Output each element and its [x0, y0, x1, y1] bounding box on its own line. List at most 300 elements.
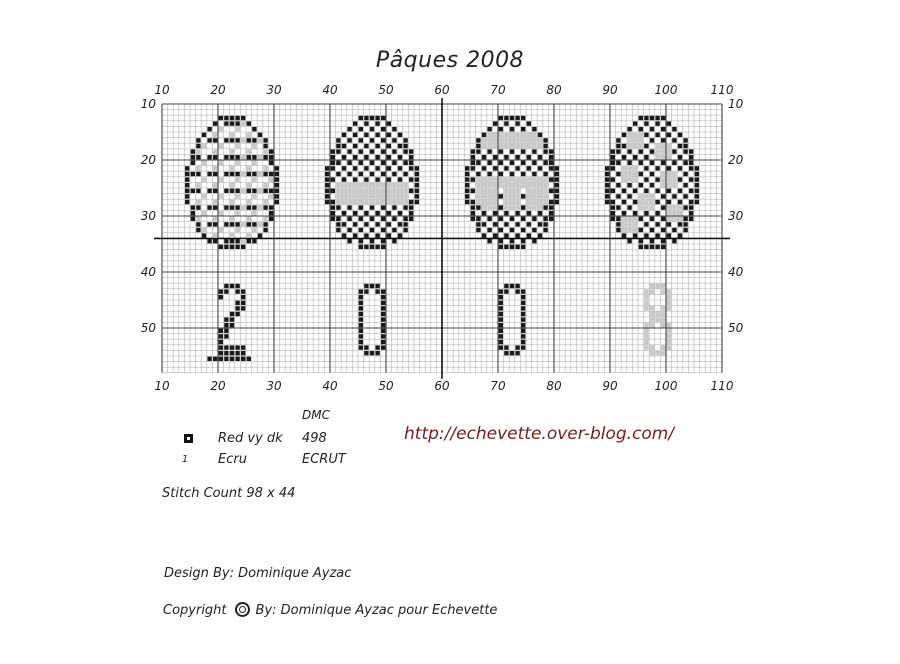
egg-outline-stitch: [611, 161, 615, 165]
stitch-ecru: [667, 205, 672, 210]
stitch-dark: [672, 138, 676, 142]
egg-outline-stitch: [471, 149, 475, 153]
stitch-dark: [353, 144, 357, 148]
egg-outline-stitch: [191, 211, 195, 215]
stitch-dark: [515, 121, 519, 125]
stitch-dark: [527, 222, 531, 226]
stitch-dark: [661, 138, 665, 142]
stitch-ecru: [622, 217, 627, 222]
digit-stitch: [241, 306, 245, 310]
stitch-ecru: [504, 183, 509, 188]
stitch-dark: [515, 233, 519, 237]
stitch-dark: [504, 211, 508, 215]
egg-outline-stitch: [219, 116, 223, 120]
digit-stitch: [241, 295, 245, 299]
egg-outline-stitch: [191, 205, 195, 209]
egg-outline-stitch: [247, 121, 251, 125]
stitch-ecru: [347, 194, 352, 199]
egg-outline-stitch: [185, 200, 189, 204]
egg-outline-stitch: [415, 189, 419, 193]
stitch-ecru: [644, 200, 649, 205]
lattice-dot-stitch: [252, 205, 256, 209]
stitch-dark: [342, 144, 346, 148]
x-tick-label-top: 110: [710, 83, 734, 97]
egg-outline-stitch: [224, 245, 228, 249]
stitch-ecru: [627, 228, 632, 233]
egg-outline-stitch: [549, 155, 553, 159]
stitch-dark: [644, 121, 648, 125]
stitch-ecru: [515, 189, 520, 194]
stitch-ecru: [493, 189, 498, 194]
stitch-dark: [650, 161, 654, 165]
egg-outline-stitch: [269, 211, 273, 215]
stitch-ecru: [650, 306, 655, 311]
stitch-dark: [392, 228, 396, 232]
stitch-dark: [633, 233, 637, 237]
stitch-dark: [409, 177, 413, 181]
digit-stitch: [364, 345, 368, 349]
stitch-dark: [364, 121, 368, 125]
lattice-dot-stitch: [235, 205, 239, 209]
stitch-ecru: [667, 334, 672, 339]
stitch-ecru: [381, 194, 386, 199]
stitch-dark: [359, 205, 363, 209]
stitch-dark: [521, 228, 525, 232]
stitch-ecru: [235, 177, 240, 182]
stitch-ecru: [633, 172, 638, 177]
lattice-dot-stitch: [224, 138, 228, 142]
stitch-dark: [655, 211, 659, 215]
stitch-dark: [655, 189, 659, 193]
stitch-dark: [627, 194, 631, 198]
stitch-ecru: [213, 133, 218, 138]
stitch-ecru: [672, 211, 677, 216]
egg-outline-stitch: [331, 205, 335, 209]
stitch-dark: [392, 149, 396, 153]
egg-outline-stitch: [639, 116, 643, 120]
egg-outline-stitch: [532, 127, 536, 131]
stitch-dark: [543, 172, 547, 176]
egg-outline-stitch: [252, 127, 256, 131]
digit-stitch: [224, 334, 228, 338]
stitch-ecru: [527, 133, 532, 138]
stitch-ecru: [235, 228, 240, 233]
blog-url-link[interactable]: http://echevette.over-blog.com/: [404, 424, 675, 444]
stitch-ecru: [661, 351, 666, 356]
stitch-ecru: [521, 138, 526, 143]
stitch-dark: [667, 189, 671, 193]
stitch-dark: [336, 205, 340, 209]
stitch-dark: [331, 200, 335, 204]
stitch-dark: [353, 155, 357, 159]
stitch-ecru: [359, 194, 364, 199]
egg-outline-stitch: [336, 222, 340, 226]
lattice-dot-stitch: [213, 239, 217, 243]
stitch-dark: [381, 217, 385, 221]
stitch-ecru: [510, 177, 515, 182]
stitch-dark: [639, 183, 643, 187]
x-tick-label-bottom: 80: [546, 378, 562, 393]
stitch-ecru: [510, 138, 515, 143]
stitch-dark: [375, 155, 379, 159]
stitch-dark: [342, 155, 346, 159]
egg-outline-stitch: [235, 245, 239, 249]
stitch-dark: [521, 217, 525, 221]
stitch-dark: [347, 161, 351, 165]
egg-outline-stitch: [683, 228, 687, 232]
digit-stitch: [235, 351, 239, 355]
legend-thread-code: 498: [302, 431, 327, 446]
lattice-dot-stitch: [191, 172, 195, 176]
stitch-ecru: [515, 133, 520, 138]
stitch-ecru: [667, 172, 672, 177]
digit-stitch: [359, 312, 363, 316]
stitch-ecru: [667, 183, 672, 188]
digit-stitch: [359, 334, 363, 338]
stitch-ecru: [247, 183, 252, 188]
digit-stitch: [499, 323, 503, 327]
egg-outline-stitch: [515, 116, 519, 120]
stitch-ecru: [252, 194, 257, 199]
stitch-ecru: [482, 194, 487, 199]
stitch-dark: [342, 166, 346, 170]
stitch-dark: [493, 155, 497, 159]
digit-stitch: [504, 289, 508, 293]
egg-outline-stitch: [510, 245, 514, 249]
stitch-ecru: [487, 144, 492, 149]
stitch-ecru: [235, 144, 240, 149]
stitch-ecru: [219, 161, 224, 166]
stitch-ecru: [644, 306, 649, 311]
egg-outline-stitch: [275, 194, 279, 198]
lattice-dot-stitch: [235, 172, 239, 176]
egg-outline-stitch: [258, 233, 262, 237]
egg-outline-stitch: [364, 116, 368, 120]
stitch-ecru: [515, 144, 520, 149]
stitch-dark: [392, 205, 396, 209]
digit-stitch: [510, 284, 514, 288]
egg-outline-stitch: [549, 205, 553, 209]
stitch-dark: [353, 222, 357, 226]
stitch-ecru: [633, 222, 638, 227]
stitch-ecru: [258, 205, 263, 210]
stitch-dark: [353, 211, 357, 215]
stitch-ecru: [241, 121, 246, 126]
stitch-ecru: [487, 194, 492, 199]
egg-outline-stitch: [616, 144, 620, 148]
stitch-dark: [549, 177, 553, 181]
stitch-ecru: [661, 289, 666, 294]
egg-outline-stitch: [342, 233, 346, 237]
lattice-dot-stitch: [207, 138, 211, 142]
egg-outline-stitch: [695, 189, 699, 193]
stitch-ecru: [336, 189, 341, 194]
digit-stitch: [381, 312, 385, 316]
digit-stitch: [219, 340, 223, 344]
stitch-ecru: [639, 138, 644, 143]
lattice-dot-stitch: [213, 155, 217, 159]
stitch-ecru: [258, 138, 263, 143]
egg-outline-stitch: [515, 245, 519, 249]
stitch-ecru: [252, 144, 257, 149]
stitch-dark: [364, 211, 368, 215]
stitch-ecru: [627, 133, 632, 138]
egg-outline-stitch: [202, 133, 206, 137]
stitch-dark: [661, 239, 665, 243]
x-tick-label-bottom: 110: [710, 378, 734, 393]
digit-stitch: [230, 345, 234, 349]
lattice-dot-stitch: [247, 189, 251, 193]
stitch-ecru: [476, 194, 481, 199]
digit-stitch: [359, 340, 363, 344]
egg-outline-stitch: [230, 245, 234, 249]
stitch-ecru: [527, 194, 532, 199]
stitch-ecru: [667, 149, 672, 154]
stitch-ecru: [219, 144, 224, 149]
stitch-dark: [331, 166, 335, 170]
egg-outline-stitch: [465, 183, 469, 187]
stitch-dark: [683, 149, 687, 153]
stitch-ecru: [532, 138, 537, 143]
stitch-ecru: [667, 211, 672, 216]
egg-outline-stitch: [493, 121, 497, 125]
pattern-title: Pâques 2008: [375, 48, 525, 73]
stitch-ecru: [667, 217, 672, 222]
stitch-dark: [639, 172, 643, 176]
stitch-dark: [622, 155, 626, 159]
digit-stitch: [359, 329, 363, 333]
stitch-dark: [655, 200, 659, 204]
egg-outline-stitch: [191, 149, 195, 153]
stitch-ecru: [667, 295, 672, 300]
stitch-dark: [392, 161, 396, 165]
digit-stitch: [224, 284, 228, 288]
stitch-dark: [381, 127, 385, 131]
digit-stitch: [219, 289, 223, 293]
egg-outline-stitch: [555, 189, 559, 193]
lattice-dot-stitch: [252, 222, 256, 226]
stitch-ecru: [667, 144, 672, 149]
digit-stitch: [235, 312, 239, 316]
stitch-ecru: [667, 345, 672, 350]
egg-outline-stitch: [347, 127, 351, 131]
stitch-ecru: [644, 329, 649, 334]
egg-outline-stitch: [230, 116, 234, 120]
stitch-dark: [543, 161, 547, 165]
stitch-ecru: [476, 189, 481, 194]
stitch-ecru: [375, 183, 380, 188]
lattice-dot-stitch: [235, 222, 239, 226]
stitch-ecru: [213, 149, 218, 154]
stitch-dark: [476, 149, 480, 153]
egg-outline-stitch: [611, 211, 615, 215]
stitch-dark: [667, 166, 671, 170]
lattice-dot-stitch: [230, 172, 234, 176]
stitch-ecru: [235, 127, 240, 132]
stitch-ecru: [515, 194, 520, 199]
egg-outline-stitch: [191, 155, 195, 159]
stitch-ecru: [672, 183, 677, 188]
egg-outline-stitch: [633, 121, 637, 125]
stitch-dark: [375, 222, 379, 226]
stitch-ecru: [527, 177, 532, 182]
digit-stitch: [521, 289, 525, 293]
stitch-dark: [504, 155, 508, 159]
stitch-ecru: [342, 189, 347, 194]
stitch-ecru: [672, 217, 677, 222]
x-tick-label-top: 50: [378, 83, 394, 97]
lattice-dot-stitch: [230, 239, 234, 243]
stitch-ecru: [510, 205, 515, 210]
egg-outline-stitch: [471, 155, 475, 159]
stitch-ecru: [370, 183, 375, 188]
egg-outline-stitch: [185, 166, 189, 170]
stitch-dark: [616, 205, 620, 209]
stitch-ecru: [375, 200, 380, 205]
stitch-ecru: [527, 200, 532, 205]
stitch-dark: [482, 211, 486, 215]
egg-outline-stitch: [347, 239, 351, 243]
egg-outline-stitch: [655, 116, 659, 120]
digit-stitch: [515, 345, 519, 349]
stitch-ecru: [661, 183, 666, 188]
egg-outline-stitch: [555, 183, 559, 187]
digit-stitch: [381, 340, 385, 344]
stitch-ecru: [398, 200, 403, 205]
digit-stitch: [364, 284, 368, 288]
stitch-dark: [510, 149, 514, 153]
lattice-dot-stitch: [224, 172, 228, 176]
stitch-ecru: [476, 200, 481, 205]
egg-outline-stitch: [191, 161, 195, 165]
stitch-ecru: [504, 144, 509, 149]
lattice-dot-stitch: [263, 172, 267, 176]
egg-outline-stitch: [336, 144, 340, 148]
stitch-ecru: [655, 144, 660, 149]
stitch-ecru: [655, 351, 660, 356]
y-tick-label-right: 20: [728, 153, 744, 167]
egg-outline-stitch: [409, 211, 413, 215]
stitch-ecru: [381, 183, 386, 188]
stitch-dark: [644, 166, 648, 170]
stitch-dark: [347, 205, 351, 209]
digit-stitch: [219, 351, 223, 355]
stitch-dark: [678, 200, 682, 204]
stitch-ecru: [219, 127, 224, 132]
stitch-ecru: [644, 205, 649, 210]
egg-outline-stitch: [336, 138, 340, 142]
stitch-dark: [616, 217, 620, 221]
stitch-ecru: [510, 194, 515, 199]
stitch-ecru: [219, 211, 224, 216]
stitch-dark: [387, 155, 391, 159]
stitch-dark: [678, 177, 682, 181]
egg-outline-stitch: [191, 217, 195, 221]
stitch-ecru: [521, 183, 526, 188]
egg-outline-stitch: [471, 205, 475, 209]
stitch-dark: [549, 189, 553, 193]
y-tick-label-left: 10: [140, 97, 156, 111]
stitch-ecru: [644, 194, 649, 199]
egg-outline-stitch: [275, 172, 279, 176]
stitch-ecru: [538, 138, 543, 143]
stitch-dark: [527, 211, 531, 215]
digit-stitch: [381, 329, 385, 333]
egg-outline-stitch: [403, 222, 407, 226]
stitch-ecru: [359, 189, 364, 194]
egg-outline-stitch: [538, 133, 542, 137]
egg-outline-stitch: [471, 211, 475, 215]
stitch-ecru: [678, 217, 683, 222]
stitch-dark: [683, 194, 687, 198]
stitch-ecru: [398, 183, 403, 188]
stitch-dark: [370, 172, 374, 176]
stitch-dark: [655, 121, 659, 125]
digit-stitch: [375, 284, 379, 288]
stitch-ecru: [532, 194, 537, 199]
digit-stitch: [230, 351, 234, 355]
stitch-dark: [364, 222, 368, 226]
egg-outline-stitch: [213, 121, 217, 125]
stitch-ecru: [538, 205, 543, 210]
stitch-dark: [538, 166, 542, 170]
stitch-dark: [499, 205, 503, 209]
stitch-ecru: [650, 194, 655, 199]
stitch-dark: [364, 233, 368, 237]
stitch-dark: [655, 133, 659, 137]
stitch-dark: [364, 177, 368, 181]
stitch-ecru: [487, 177, 492, 182]
stitch-dark: [678, 144, 682, 148]
stitch-dark: [521, 149, 525, 153]
stitch-dark: [639, 149, 643, 153]
stitch-ecru: [667, 155, 672, 160]
stitch-ecru: [672, 172, 677, 177]
stitch-ecru: [633, 144, 638, 149]
egg-outline-stitch: [672, 127, 676, 131]
digit-stitch: [504, 284, 508, 288]
egg-outline-stitch: [465, 194, 469, 198]
stitch-dark: [331, 177, 335, 181]
stitch-dark: [499, 149, 503, 153]
stitch-ecru: [667, 329, 672, 334]
stitch-ecru: [370, 194, 375, 199]
copyright-prefix: Copyright: [163, 603, 227, 618]
stitch-dark: [370, 149, 374, 153]
stitch-ecru: [381, 189, 386, 194]
stitch-ecru: [644, 289, 649, 294]
stitch-ecru: [202, 194, 207, 199]
stitch-dark: [639, 239, 643, 243]
lattice-dot-stitch: [224, 155, 228, 159]
stitch-dark: [487, 228, 491, 232]
stitch-ecru: [213, 233, 218, 238]
stitch-dark: [616, 172, 620, 176]
digit-stitch: [381, 295, 385, 299]
stitch-ecru: [247, 149, 252, 154]
stitch-ecru: [482, 138, 487, 143]
stitch-ecru: [247, 166, 252, 171]
egg-outline-stitch: [275, 183, 279, 187]
digit-stitch: [224, 317, 228, 321]
stitch-dark: [521, 161, 525, 165]
stitch-dark: [644, 189, 648, 193]
egg-outline-stitch: [622, 133, 626, 137]
digit-stitch: [375, 351, 379, 355]
stitch-dark: [487, 161, 491, 165]
egg-outline-stitch: [331, 211, 335, 215]
egg-outline-stitch: [415, 172, 419, 176]
